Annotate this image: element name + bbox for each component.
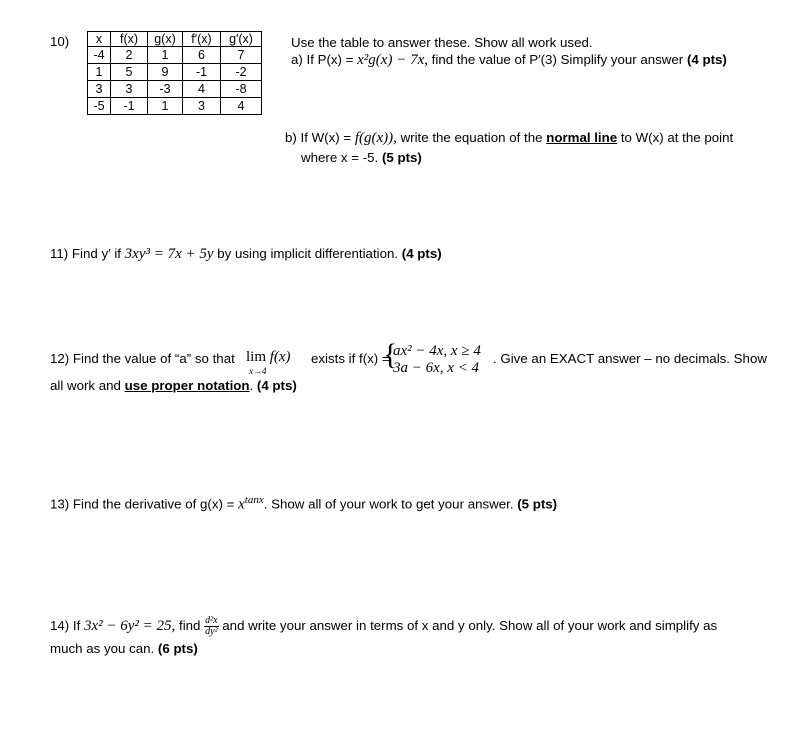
table-cell: -4 xyxy=(88,47,111,64)
q11-text xyxy=(50,246,442,263)
q14-fraction xyxy=(204,616,218,637)
q12-lim-expression: f(x) xyxy=(269,349,291,365)
q13-expression-exponent: tanx xyxy=(244,494,264,506)
q12-line2 xyxy=(50,378,297,393)
header-cell: f′(x) xyxy=(183,32,221,47)
q10a-text xyxy=(291,52,727,69)
values-table xyxy=(87,31,262,115)
q14-prefix: 14) If xyxy=(50,618,84,634)
q11-prefix: 11) Find y′ if xyxy=(50,246,125,261)
q11-suffix: by using implicit differentiation. xyxy=(213,246,402,261)
q10-number: 10) xyxy=(50,34,70,49)
q13-suffix: . Show all of your work to get your answer. xyxy=(263,496,518,512)
q10b-expression: f(g(x)), xyxy=(354,130,397,146)
table-cell: 1 xyxy=(148,47,183,64)
q14-find: find xyxy=(175,618,205,634)
q12-prefix: 12) Find the value of “a” so that xyxy=(50,351,235,366)
q10a-points: (4 pts) xyxy=(686,52,727,67)
table-row xyxy=(88,47,262,64)
q11-expression: 3xy³ = 7x + 5y xyxy=(124,246,214,262)
q10b-line2-text: where x = -5. xyxy=(301,150,382,165)
q10b-emphasis: normal line xyxy=(546,130,618,145)
table-row xyxy=(88,81,262,98)
table-cell: 7 xyxy=(221,47,262,64)
table-cell: -8 xyxy=(221,81,262,98)
table-cell: -1 xyxy=(183,64,221,81)
table-cell: -3 xyxy=(148,81,183,98)
q14-points: (6 pts) xyxy=(157,641,198,656)
q12-case-1: ax² − 4x, x ≥ 4 xyxy=(393,343,481,359)
header-cell: f(x) xyxy=(111,32,148,47)
q12-points: (4 pts) xyxy=(256,378,297,393)
q12-emphasis: use proper notation xyxy=(124,378,250,393)
q14-fraction-numerator: d²x xyxy=(205,615,218,626)
header-cell: g(x) xyxy=(148,32,183,47)
table-cell: 9 xyxy=(148,64,183,81)
q12-line2-text: all work and xyxy=(50,378,125,393)
table-cell: 3 xyxy=(88,81,111,98)
table-cell: 3 xyxy=(111,81,148,98)
table-cell: 1 xyxy=(88,64,111,81)
q12-suffix: . Give an EXACT answer – no decimals. Show xyxy=(493,351,767,366)
q10a-prefix: a) If P(x) = xyxy=(291,52,358,67)
q14-line2-text: much as you can. xyxy=(50,641,158,656)
q13-points: (5 pts) xyxy=(517,496,558,512)
table-cell: -2 xyxy=(221,64,262,81)
q12-case-2: 3a − 6x, x < 4 xyxy=(393,360,480,376)
q10b-suffix: to W(x) at the point xyxy=(617,130,734,145)
q13-prefix: 13) Find the derivative of g(x) = xyxy=(50,496,239,512)
q11-points: (4 pts) xyxy=(401,246,442,261)
q14-fraction-denominator: dy² xyxy=(205,626,218,637)
q12-lim-subscript: x→4 xyxy=(249,366,267,376)
table-cell: 6 xyxy=(183,47,221,64)
q10a-middle: find the value of P′(3) Simplify your answer xyxy=(427,52,687,67)
q10b-middle: write the equation of the xyxy=(396,130,547,145)
q12-line2-end: . xyxy=(249,378,257,393)
q10b-prefix: b) If W(x) = xyxy=(285,130,355,145)
q14-expression: 3x² − 6y² = 25, xyxy=(84,618,176,635)
table-cell: 3 xyxy=(183,98,221,115)
table-cell: 5 xyxy=(111,64,148,81)
q10b-points: (5 pts) xyxy=(381,150,422,165)
q10b-line2 xyxy=(301,150,422,165)
left-brace-icon: { xyxy=(383,338,398,371)
table-cell: 1 xyxy=(148,98,183,115)
header-cell: x xyxy=(88,32,111,47)
table-header-row xyxy=(88,32,262,47)
q14-suffix: and write your answer in terms of x and y only. Show all of your work and simplify as xyxy=(218,618,718,634)
table-row xyxy=(88,64,262,81)
table-cell: 4 xyxy=(183,81,221,98)
table-cell: 4 xyxy=(221,98,262,115)
q12-lim: lim xyxy=(246,349,267,365)
table-cell: -5 xyxy=(88,98,111,115)
q13-expression-base: x xyxy=(238,496,245,513)
q12-limit xyxy=(246,349,291,366)
q10b-text xyxy=(285,130,733,147)
q13-text xyxy=(50,494,557,513)
header-cell: g′(x) xyxy=(221,32,262,47)
table-row xyxy=(88,98,262,115)
q14-text xyxy=(50,616,717,637)
table-cell: 2 xyxy=(111,47,148,64)
q12-mid: exists if f(x) = xyxy=(311,351,390,366)
q14-line2 xyxy=(50,641,198,656)
q10-intro: Use the table to answer these. Show all work used. xyxy=(291,35,593,50)
table-cell: -1 xyxy=(111,98,148,115)
q10a-expression: x²g(x) − 7x, xyxy=(357,52,428,68)
